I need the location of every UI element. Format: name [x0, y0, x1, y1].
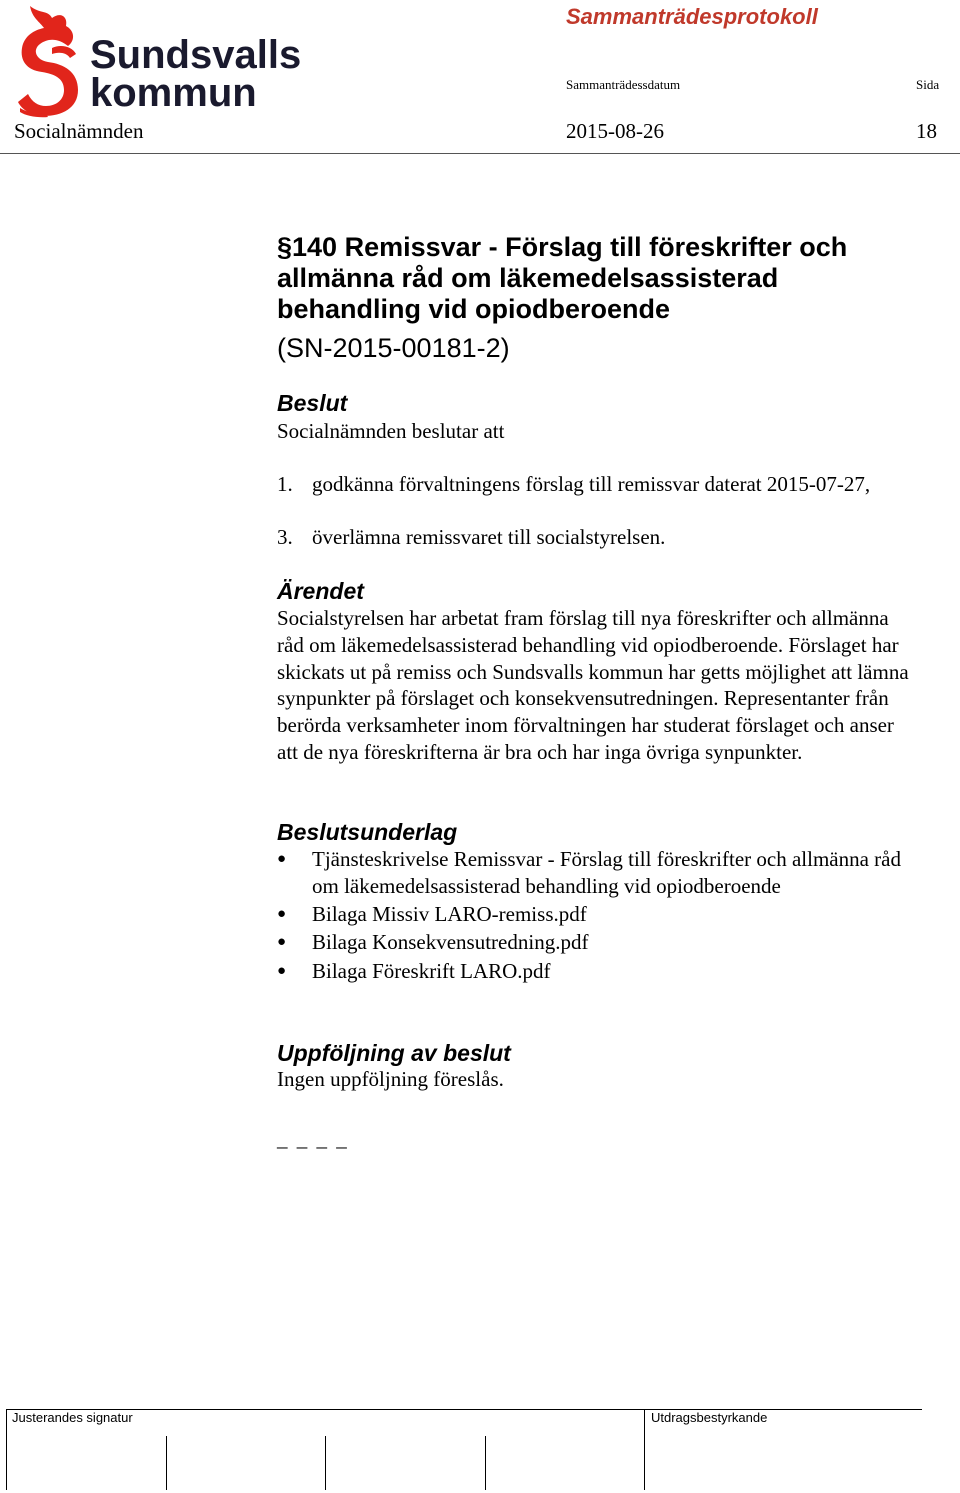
- dragon-emblem-icon: [18, 4, 308, 118]
- meeting-date: 2015-08-26: [566, 119, 664, 143]
- end-marker: _ _ _ _: [277, 1127, 349, 1151]
- committee-name: Socialnämnden: [14, 119, 144, 143]
- uppfoljning-text: Ingen uppföljning föreslås.: [277, 1067, 504, 1091]
- meeting-date-label: Sammanträdessdatum: [566, 77, 681, 92]
- footer-divider: [6, 1409, 922, 1410]
- decision-item-number: 3.: [277, 525, 293, 549]
- header-divider: [0, 153, 960, 154]
- list-item: ● Bilaga Konsekvensutredning.pdf: [277, 929, 917, 956]
- logo-text-line1: Sundsvalls: [90, 33, 302, 77]
- page-number: 18: [916, 119, 937, 143]
- case-number: (SN-2015-00181-2): [277, 333, 510, 363]
- page-label: Sida: [916, 77, 940, 92]
- decision-item-text: överlämna remissvaret till socialstyrelsen.: [312, 525, 666, 549]
- underlag-list: [277, 846, 917, 986]
- signature-box-divider: [325, 1436, 326, 1490]
- beslut-heading: Beslut: [277, 390, 348, 416]
- logo: [18, 4, 308, 118]
- logo-text-line2: kommun: [90, 71, 257, 115]
- signature-box-border: [6, 1410, 7, 1490]
- signature-box-divider: [166, 1436, 167, 1490]
- decision-item: [277, 524, 665, 551]
- arendet-paragraph: Socialstyrelsen har arbetat fram förslag till nya föreskrifter och allmänna råd om läkemedelsassisterad behandling vid opiodberoende. Förslaget har skickats ut på remiss och Sundsvalls kommun har getts möjlighet att lämna synpunkter på förslaget och konsekvensutredningen. Representanter från berörda verksamheter inom förvaltningen har studerat förslaget och anser att de nya föreskrifterna är bra och har inga övriga synpunkter.: [277, 606, 909, 764]
- list-item: ● Bilaga Föreskrift LARO.pdf: [277, 958, 917, 985]
- extract-box-border: [644, 1410, 645, 1490]
- section-title: §140 Remissvar - Förslag till föreskrifter och allmänna råd om läkemedelsassisterad behandling vid opiodberoende: [277, 232, 848, 324]
- decision-item-text: godkänna förvaltningens förslag till remissvar daterat 2015-07-27,: [312, 472, 871, 496]
- list-item: ● Bilaga Missiv LARO-remiss.pdf: [277, 901, 917, 928]
- decision-item-number: 1.: [277, 472, 293, 496]
- arendet-heading: Ärendet: [277, 578, 364, 604]
- beslut-intro: Socialnämnden beslutar att: [277, 419, 505, 443]
- extract-label: Utdragsbestyrkande: [651, 1410, 768, 1425]
- underlag-heading: Beslutsunderlag: [277, 819, 458, 845]
- document-type: Sammanträdesprotokoll: [566, 4, 818, 29]
- decision-item: [277, 471, 870, 498]
- signature-label: Justerandes signatur: [12, 1410, 133, 1425]
- list-item: ● Tjänsteskrivelse Remissvar - Förslag till föreskrifter och allmänna råd om läkemedelsassisterad behandling vid opiodberoende: [277, 846, 917, 900]
- uppfoljning-heading: Uppföljning av beslut: [277, 1040, 511, 1066]
- signature-box-divider: [485, 1436, 486, 1490]
